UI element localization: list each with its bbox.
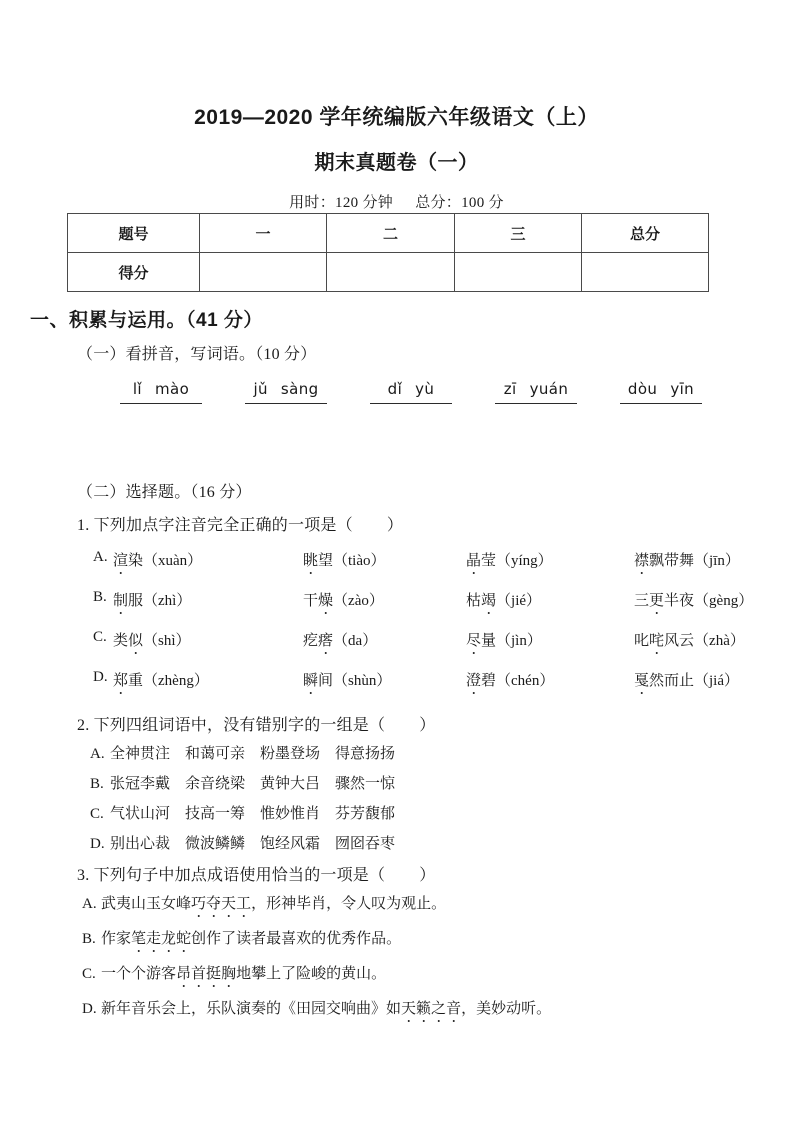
option-word: 别出心裁	[110, 836, 171, 852]
option-label: D.	[93, 669, 108, 685]
dot-marked-char: 音	[446, 997, 461, 1018]
dot-marked-char: 笔	[131, 927, 146, 948]
option-label: B.	[93, 589, 107, 605]
question-1-stem-text: 1. 下列加点字注音完全正确的一项是（	[77, 517, 353, 534]
section-heading-one: 一、积累与运用。（41 分）	[30, 310, 263, 331]
option-word: 粉墨登场	[260, 746, 321, 762]
pinyin-syllable: dǐ	[387, 380, 403, 398]
dot-marked-char: 眺	[303, 549, 318, 570]
score-table-header-3: 三	[455, 214, 582, 253]
option-label: C.	[93, 629, 107, 645]
option-item: 眺望（tiào）	[303, 549, 466, 570]
score-cell-2[interactable]	[327, 253, 455, 292]
sentence-prefix: 武夷山玉女峰	[101, 896, 192, 912]
pinyin-syllable: yuán	[529, 380, 569, 398]
pinyin-blank-3[interactable]	[370, 380, 452, 404]
score-cell-4[interactable]	[582, 253, 709, 292]
exam-meta	[0, 177, 793, 212]
option-item: 干燥（zào）	[303, 589, 466, 610]
dot-marked-char: 籁	[416, 997, 431, 1018]
option-item: 疙瘩（da）	[303, 629, 466, 650]
dot-marked-char: 制	[113, 589, 128, 610]
page-subtitle: 期末真题卷（一）	[314, 152, 479, 175]
option-label: B.	[82, 931, 96, 947]
question-2-stem-text: 2. 下列四组词语中，没有错别字的一组是（	[77, 717, 386, 734]
exam-duration: 用时：120 分钟	[289, 195, 394, 212]
dot-marked-char: 走	[146, 927, 161, 948]
pinyin-syllable: dòu	[627, 380, 658, 398]
dot-marked-char: 竭	[481, 589, 496, 610]
option-item: 三更半夜（gèng）	[634, 589, 753, 610]
dot-marked-char: 工	[236, 892, 251, 913]
table-row-score	[68, 253, 709, 292]
option-word: 芬芳馥郁	[335, 806, 396, 822]
option-label: D.	[82, 1001, 97, 1017]
option-label: C.	[82, 966, 96, 982]
question-2-option-a[interactable]	[90, 742, 410, 763]
question-3-stem-text: 3. 下列句子中加点成语使用恰当的一项是（	[77, 867, 386, 884]
option-label: A.	[93, 549, 108, 565]
option-word: 惟妙惟肖	[260, 806, 321, 822]
score-cell-1[interactable]	[200, 253, 327, 292]
option-word: 饱经风霜	[260, 836, 321, 852]
option-item: 尽量（jìn）	[466, 629, 634, 650]
option-item: 郑重（zhèng）	[113, 669, 303, 690]
dot-marked-char: 似	[128, 629, 143, 650]
option-word: 微波鳞鳞	[185, 836, 246, 852]
score-table-header-4: 总分	[582, 214, 709, 253]
dot-marked-char: 夺	[206, 892, 221, 913]
pinyin-syllable: mào	[154, 380, 190, 398]
dot-marked-char: 龙	[161, 927, 176, 948]
dot-marked-char: 天	[221, 892, 236, 913]
question-3-option-c[interactable]	[82, 962, 386, 983]
pinyin-blank-4[interactable]	[495, 380, 577, 404]
option-word: 和蔼可亲	[185, 746, 246, 762]
pinyin-blank-2[interactable]	[245, 380, 327, 404]
option-word: 骤然一惊	[335, 776, 396, 792]
dot-marked-char: 挺	[206, 962, 221, 983]
question-1-option-a[interactable]	[93, 549, 740, 570]
score-table-header-1: 一	[200, 214, 327, 253]
page-title: 2019—2020 学年统编版六年级语文（上）	[194, 106, 599, 129]
question-2-stem-close: ）	[419, 717, 436, 734]
pinyin-syllable: zī	[503, 380, 517, 398]
option-item: 晶莹（yíng）	[466, 549, 634, 570]
dot-marked-char: 瘩	[318, 629, 333, 650]
pinyin-blank-5[interactable]	[620, 380, 702, 404]
sentence-suffix: 地攀上了险峻的黄山。	[236, 966, 387, 982]
sentence-prefix: 作家	[101, 931, 132, 947]
question-3-option-d[interactable]	[82, 997, 551, 1018]
pinyin-answer-row	[120, 380, 702, 404]
question-3-option-b[interactable]	[82, 927, 401, 948]
sentence-prefix: 新年音乐会上，乐队演奏的《田园交响曲》如	[101, 1001, 402, 1017]
option-item: 制服（zhì）	[113, 589, 303, 610]
option-label: B.	[90, 776, 104, 792]
dot-marked-char: 渲	[113, 549, 128, 570]
option-label: D.	[90, 836, 105, 852]
option-label: A.	[82, 896, 97, 912]
score-table-container	[67, 213, 708, 292]
score-cell-3[interactable]	[455, 253, 582, 292]
option-label: C.	[90, 806, 104, 822]
pinyin-syllable: yù	[415, 380, 435, 398]
emphasized-idiom	[401, 1001, 461, 1017]
emphasized-idiom	[176, 966, 236, 982]
question-1-stem-close: ）	[386, 517, 404, 534]
question-1-stem	[77, 512, 403, 535]
emphasized-idiom	[191, 896, 251, 912]
option-word: 气状山河	[110, 806, 171, 822]
question-2-stem	[77, 712, 435, 735]
question-2-option-d[interactable]	[90, 832, 410, 853]
pinyin-syllable: jǔ	[253, 380, 268, 398]
option-item: 澄碧（chén）	[466, 669, 634, 690]
question-2-option-b[interactable]	[90, 772, 410, 793]
question-1-option-c[interactable]	[93, 629, 745, 650]
score-table-header-0: 题号	[68, 214, 200, 253]
dot-marked-char: 咤	[649, 629, 664, 650]
score-row-label: 得分	[68, 253, 200, 292]
sentence-suffix: 创作了读者最喜欢的优秀作品。	[191, 931, 402, 947]
sentence-prefix: 一个个游客	[101, 966, 177, 982]
subsection-heading-pinyin: （一）看拼音，写词语。（10 分）	[77, 346, 317, 363]
dot-marked-char: 尽	[466, 629, 481, 650]
dot-marked-char: 澄	[466, 669, 481, 690]
pinyin-syllable: lǐ	[132, 380, 142, 398]
option-word: 技高一筹	[185, 806, 246, 822]
option-label: A.	[90, 746, 105, 762]
dot-marked-char: 昂	[176, 962, 191, 983]
dot-marked-char: 戛	[634, 669, 649, 690]
dot-marked-char: 郑	[113, 669, 128, 690]
option-item: 戛然而止（jiá）	[634, 669, 739, 690]
score-table-header-2: 二	[327, 214, 455, 253]
dot-marked-char: 首	[191, 962, 206, 983]
dot-marked-char: 燥	[318, 589, 333, 610]
question-3-stem-close: ）	[419, 867, 436, 884]
pinyin-syllable: yīn	[670, 380, 695, 398]
pinyin-blank-1[interactable]	[120, 380, 202, 404]
pinyin-syllable: sàng	[280, 380, 319, 398]
dot-marked-char: 晶	[466, 549, 481, 570]
option-item: 枯竭（jié）	[466, 589, 634, 610]
dot-marked-char: 胸	[221, 962, 236, 983]
dot-marked-char: 之	[431, 997, 446, 1018]
question-2-option-c[interactable]	[90, 802, 410, 823]
dot-marked-char: 瞬	[303, 669, 318, 690]
score-table	[67, 213, 709, 292]
option-word: 得意扬扬	[335, 746, 396, 762]
option-word: 囫囵吞枣	[335, 836, 396, 852]
dot-marked-char: 天	[401, 997, 416, 1018]
option-word: 余音绕梁	[185, 776, 246, 792]
exam-total-score: 总分：100 分	[415, 195, 504, 212]
option-word: 张冠李戴	[110, 776, 171, 792]
option-word: 全神贯注	[110, 746, 171, 762]
table-row-header	[68, 214, 709, 253]
option-item: 叱咤风云（zhà）	[634, 629, 745, 650]
dot-marked-char: 更	[649, 589, 664, 610]
subsection-heading-choice: （二）选择题。（16 分）	[77, 484, 252, 501]
question-3-stem	[77, 862, 435, 885]
sentence-suffix: ，美妙动听。	[461, 1001, 552, 1017]
dot-marked-char: 蛇	[176, 927, 191, 948]
option-word: 黄钟大吕	[260, 776, 321, 792]
emphasized-idiom	[131, 931, 191, 947]
option-item: 瞬间（shùn）	[303, 669, 466, 690]
sentence-suffix: ，形神毕肖，令人叹为观止。	[251, 896, 447, 912]
question-1-option-b[interactable]	[93, 589, 754, 610]
option-item: 渲染（xuàn）	[113, 549, 303, 570]
dot-marked-char: 襟	[634, 549, 649, 570]
dot-marked-char: 巧	[191, 892, 206, 913]
option-item: 类似（shì）	[113, 629, 303, 650]
question-3-option-a[interactable]	[82, 892, 446, 913]
question-1-option-d[interactable]	[93, 669, 740, 690]
option-item: 襟飘带舞（jīn）	[634, 549, 740, 570]
